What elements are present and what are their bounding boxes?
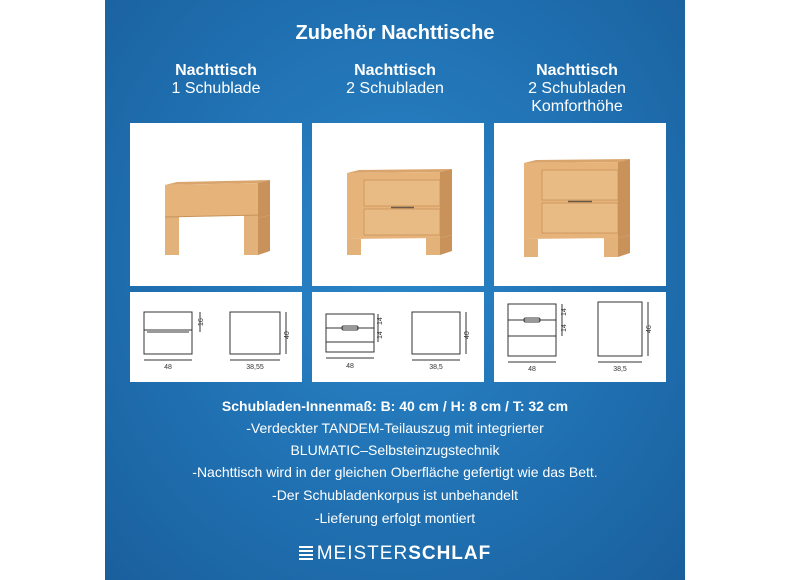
brand-name-light: MEISTER xyxy=(316,543,409,564)
page-title: Zubehör Nachttische xyxy=(295,22,495,44)
spec-line-5: -Lieferung erfolgt montiert xyxy=(314,510,476,526)
column-heading-2 xyxy=(305,62,485,98)
nightstand-2-drawer-bottom-label: 14 xyxy=(377,331,384,339)
column-2-subtitle: 2 Schubladen xyxy=(346,80,444,97)
column-heading-1 xyxy=(126,62,306,98)
brand-logo xyxy=(105,543,685,565)
nightstand-3-dimension-drawing xyxy=(494,292,666,382)
nightstand-1-drawer-label: 16 xyxy=(198,318,205,326)
column-3-subtitle: 2 Schubladen xyxy=(528,80,626,97)
nightstand-3-drawer-bottom-label: 14 xyxy=(561,324,568,332)
nightstand-2-drawers-photo xyxy=(312,123,484,286)
spec-line-3: -Nachttisch wird in der gleichen Oberfläche gefertigt wie das Bett. xyxy=(192,464,598,480)
nightstand-2-depth-label: 38,5 xyxy=(429,364,443,371)
nightstand-2-dimension-drawing xyxy=(312,292,484,382)
nightstand-2-width-label: 48 xyxy=(346,363,354,370)
nightstand-3-width-label: 48 xyxy=(528,366,536,373)
column-1-subtitle: 1 Schublade xyxy=(171,80,261,97)
drawer-inner-dimensions: Schubladen-Innenmaß: B: 40 cm / H: 8 cm / T: 32 cm xyxy=(221,398,569,414)
nightstand-3-height-label: 46 xyxy=(646,325,653,333)
info-panel xyxy=(105,0,685,580)
nightstand-1-width-label: 48 xyxy=(164,364,172,371)
nightstand-1-drawer-photo xyxy=(130,123,302,286)
logo-stripes-icon xyxy=(299,546,313,560)
spec-line-4: -Der Schubladenkorpus ist unbehandelt xyxy=(272,487,518,503)
nightstand-3-drawer-top-label: 14 xyxy=(561,308,568,316)
nightstand-3-depth-label: 38,5 xyxy=(613,366,627,373)
column-2-name: Nachttisch xyxy=(354,62,436,79)
column-3-name: Nachttisch xyxy=(536,62,618,79)
nightstand-2-drawer-top-label: 14 xyxy=(377,317,384,325)
nightstand-1-depth-label: 38,55 xyxy=(246,364,264,371)
column-1-name: Nachttisch xyxy=(175,62,257,79)
nightstand-1-dimension-drawing xyxy=(130,292,302,382)
nightstand-2-drawers-comfort-photo xyxy=(494,123,666,286)
brand-name-bold: SCHLAF xyxy=(408,543,492,564)
nightstand-1-height-label: 40 xyxy=(284,331,291,339)
spec-line-1: -Verdeckter TANDEM-Teilauszug mit integrierter xyxy=(246,420,544,436)
column-3-subtitle-2: Komforthöhe xyxy=(531,98,623,115)
spec-line-2: BLUMATIC–Selbsteinzugstechnik xyxy=(290,442,500,458)
column-heading-3 xyxy=(487,62,667,116)
nightstand-2-height-label: 40 xyxy=(464,331,471,339)
